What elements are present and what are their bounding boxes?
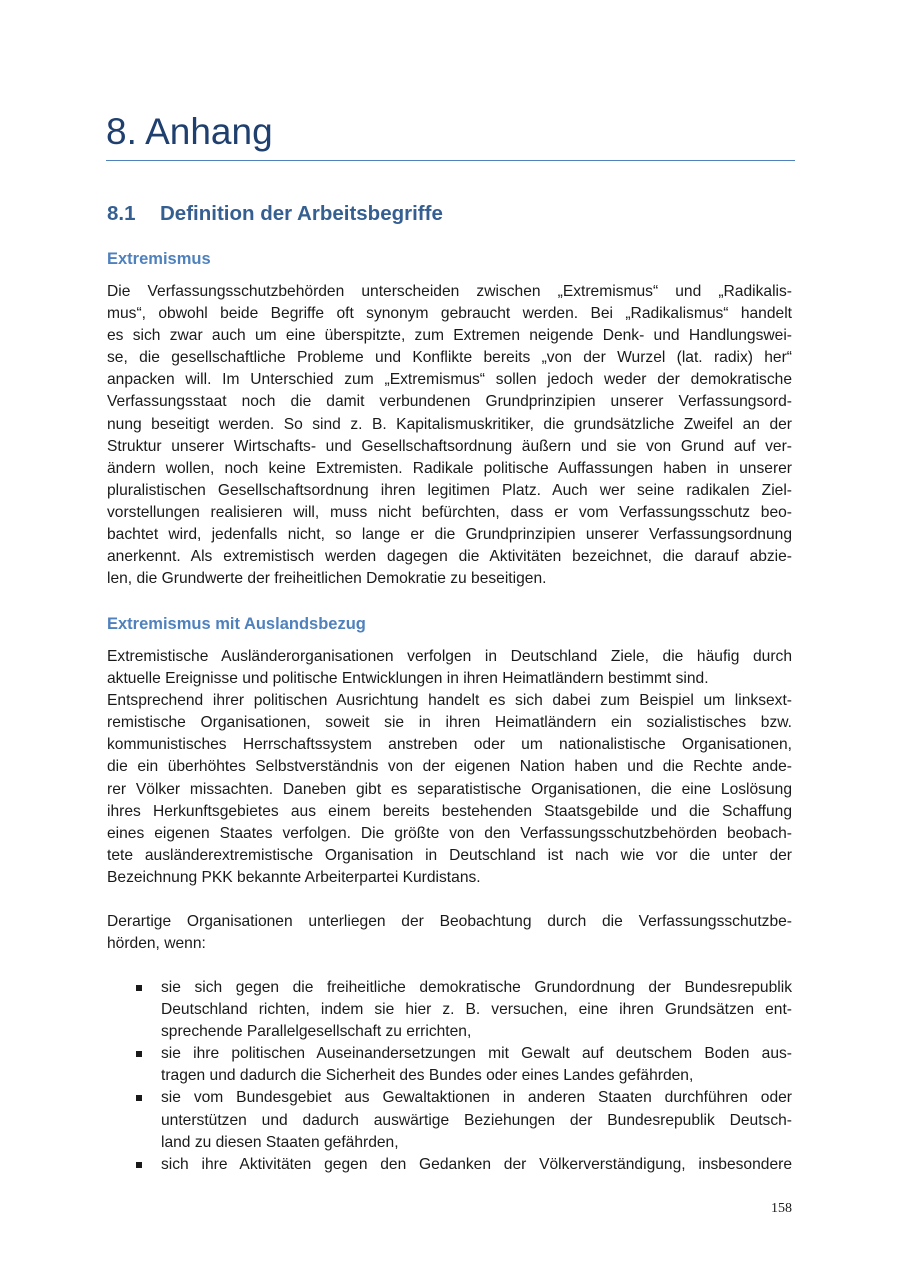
section-number: 8.1 (107, 202, 136, 225)
text-line: unterstützen und dadurch auswärtige Beziehungen der Bundesrepublik Deutsch- (161, 1111, 792, 1129)
text-line: Struktur unserer Wirtschafts- und Gesellschaftsordnung äußern und sie von Grund auf ver- (107, 437, 792, 455)
chapter-title: 8. Anhang (106, 111, 273, 152)
text-line: tragen und dadurch die Sicherheit des Bundes oder eines Landes gefährden, (161, 1067, 694, 1085)
section-title (107, 200, 443, 228)
paragraph-auslandsbezug (107, 646, 792, 889)
text-line: se, die gesellschaftliche Probleme und Konflikte bereits „von der Wurzel (lat. radix) her“ (107, 349, 792, 367)
text-line: Die Verfassungsschutzbehörden unterscheiden zwischen „Extremismus“ und „Radikalis- (107, 283, 792, 300)
heading-extremismus-auslandsbezug: Extremismus mit Auslandsbezug (107, 615, 366, 633)
section-title-text: Definition der Arbeitsbegriffe (160, 202, 443, 225)
list-item (107, 1087, 792, 1153)
text-line: land zu diesen Staaten gefährden, (161, 1133, 399, 1151)
text-line: anpacken will. Im Unterschied zum „Extremismus“ sollen jedoch weder der demokratische (107, 371, 792, 389)
square-bullet-icon (136, 1095, 142, 1101)
text-line: die ein überhöhtes Selbstverständnis von der eigenen Nation haben und die Rechte ande- (107, 758, 792, 776)
text-line: anerkennt. Als extremistisch werden dagegen die Aktivitäten bezeichnet, die darauf abzie- (107, 548, 792, 566)
text-line: pluralistischen Gesellschaftsordnung ihren legitimen Platz. Auch wer seine radikalen Ziel- (107, 481, 792, 499)
page-number: 158 (771, 1201, 792, 1216)
text-line: vorstellungen realisieren will, muss nicht befürchten, dass er vom Verfassungsschutz beo- (107, 503, 792, 521)
list-item (107, 1043, 792, 1087)
text-line: sich ihre Aktivitäten gegen den Gedanken der Völkerverständigung, insbesondere (161, 1155, 792, 1173)
text-line: bachtet wird, jedenfalls nicht, so lange er die Grundprinzipien unserer Verfassungsordnung (107, 526, 792, 544)
text-line: Extremistische Ausländerorganisationen verfolgen in Deutschland Ziele, die häufig durch (107, 648, 792, 665)
text-line: Derartige Organisationen unterliegen der Beobachtung durch die Verfassungsschutzbe- (107, 913, 792, 930)
square-bullet-icon (136, 985, 142, 991)
text-line: tete ausländerextremistische Organisation in Deutschland ist nach wie vor die unter der (107, 846, 792, 864)
text-line: ihres Herkunftsgebietes aus einem bereits bestehenden Staatsgebilde und die Schaffung (107, 802, 792, 820)
text-line: len, die Grundwerte der freiheitlichen Demokratie zu beseitigen. (107, 570, 547, 588)
list-item (107, 1154, 792, 1176)
list-item (107, 977, 792, 1043)
square-bullet-icon (136, 1162, 142, 1168)
text-line: mus“, obwohl beide Begriffe oft synonym gebraucht werden. Bei „Radikalismus“ handelt (107, 305, 792, 323)
text-line: Verfassungsstaat noch die damit verbundenen Grundprinzipien unserer Verfassungsord- (107, 393, 792, 411)
text-line: sprechende Parallelgesellschaft zu errichten, (161, 1023, 472, 1041)
paragraph-extremismus (107, 281, 792, 590)
text-line: sie sich gegen die freiheitliche demokratische Grundordnung der Bundesrepublik (161, 979, 792, 996)
heading-extremismus: Extremismus (107, 250, 211, 268)
text-line: nung beseitigt werden. So sind z. B. Kapitalismuskritiker, die grundsätzliche Zweifel an der (107, 415, 792, 433)
text-line: Deutschland richten, indem sie hier z. B. versuchen, eine ihren Grundsätzen ent- (161, 1001, 792, 1019)
text-line: Entsprechend ihrer politischen Ausrichtung handelt es sich dabei zum Beispiel um linksext- (107, 692, 792, 710)
text-line: Bezeichnung PKK bekannte Arbeiterpartei Kurdistans. (107, 868, 481, 886)
text-line: sie ihre politischen Auseinandersetzungen mit Gewalt auf deutschem Boden aus- (161, 1045, 792, 1063)
paragraph-beobachtung-intro (107, 911, 792, 955)
square-bullet-icon (136, 1051, 142, 1057)
chapter-rule (106, 160, 795, 161)
text-line: ändern wollen, noch keine Extremisten. Radikale politische Auffassungen haben in unserer (107, 459, 792, 477)
text-line: aktuelle Ereignisse und politische Entwicklungen in ihren Heimatländern bestimmt sind. (107, 670, 709, 688)
text-line: kommunistisches Herrschaftssystem anstreben oder um nationalistische Organisationen, (107, 736, 792, 754)
criteria-list (107, 977, 792, 1176)
text-line: es sich zwar auch um eine überspitzte, zum Extremen neigende Denk- und Handlungswei- (107, 327, 792, 345)
text-line: eines eigenen Staates verfolgen. Die größte von den Verfassungsschutzbehörden beobach- (107, 824, 792, 842)
text-line: rer Völker missachten. Daneben gibt es separatistische Organisationen, die eine Loslösung (107, 780, 792, 798)
text-line: sie vom Bundesgebiet aus Gewaltaktionen in anderen Staaten durchführen oder (161, 1089, 792, 1107)
text-line: hörden, wenn: (107, 935, 206, 953)
text-line: remistische Organisationen, soweit sie in ihren Heimatländern ein sozialistisches bzw. (107, 714, 792, 732)
